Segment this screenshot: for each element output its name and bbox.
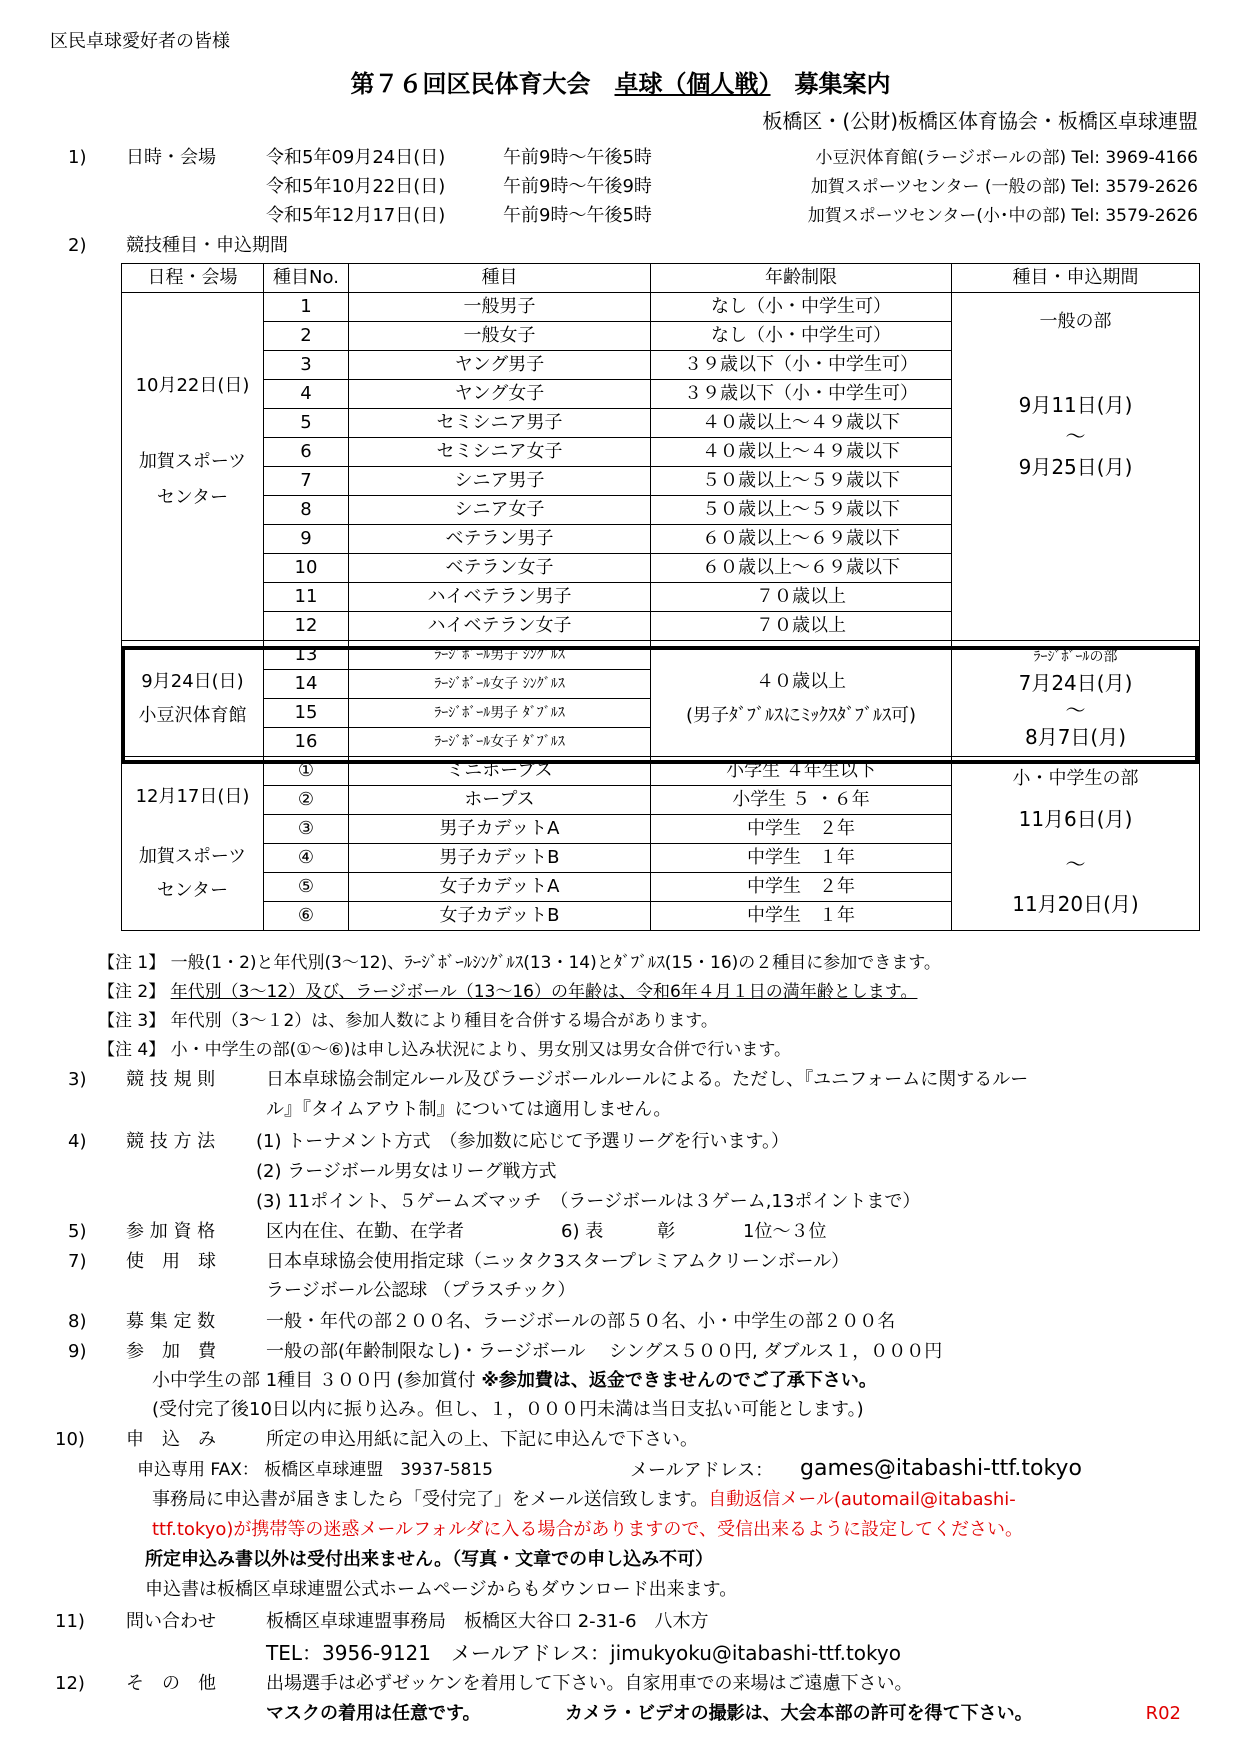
title-part3: 募集案内 <box>770 70 891 98</box>
event-name: 一般女子 <box>349 322 651 351</box>
group3-date: 12月17日(日) <box>135 785 250 807</box>
group1-schedule <box>122 293 264 641</box>
event-age: 小学生 ５ ・６年 <box>651 786 952 815</box>
event-age: ７０歳以上 <box>651 583 952 612</box>
group1-venue2: センター <box>156 486 229 508</box>
event-age: なし（小・中学生可） <box>651 293 952 322</box>
event-no: 15 <box>264 699 349 728</box>
event-no: ③ <box>264 815 349 844</box>
sec1-time-1: 午前9時～午後5時 <box>503 147 652 168</box>
s7-label: 使 用 球 <box>126 1251 216 1272</box>
event-name: 女子カデットA <box>349 873 651 902</box>
sec2-label: 競技種目・申込期間 <box>126 235 288 256</box>
group2-period <box>952 641 1200 757</box>
sec1-venue-2: 加賀スポーツセンター (一般の部) Tel: 3579-2626 <box>810 177 1198 197</box>
event-age: 中学生 ２年 <box>651 873 952 902</box>
event-name: ミニホープス <box>349 757 651 786</box>
note-4: 【注 4】 小・中学生の部(①～⑥)は申し込み状況により、男女別又は男女合併で行います。 <box>98 1040 792 1060</box>
event-no: 2 <box>264 322 349 351</box>
group3-period-tilde: ～ <box>1065 851 1086 876</box>
s10-line1: 所定の申込用紙に記入の上、下記に申込んで下さい。 <box>266 1429 698 1450</box>
s9-line2 <box>152 1369 877 1393</box>
group3-period-end: 11月20日(月) <box>1012 891 1139 916</box>
header-cell: 種目・申込期間 <box>952 264 1200 293</box>
event-no: 10 <box>264 554 349 583</box>
group1-period-end: 9月25日(月) <box>1018 455 1133 479</box>
group3-period <box>952 757 1200 931</box>
group1-period-tilde: ～ <box>1065 424 1086 448</box>
event-no: ④ <box>264 844 349 873</box>
event-name: ベテラン女子 <box>349 554 651 583</box>
s10-fax: 申込専用 FAX： 板橋区卓球連盟 3937-5815 <box>137 1460 493 1480</box>
s9-num: 9) <box>68 1341 87 1362</box>
table-header-row <box>122 264 1200 293</box>
event-name: 一般男子 <box>349 293 651 322</box>
s5-label: 参 加 資 格 <box>126 1221 216 1242</box>
events-table <box>121 263 1199 938</box>
event-name: ヤング男子 <box>349 351 651 380</box>
s11-num: 11) <box>55 1611 85 1632</box>
s8-text: 一般・年代の部２００名、ラージボールの部５０名、小・中学生の部２００名 <box>266 1311 896 1332</box>
s4-label: 競 技 方 法 <box>126 1131 216 1152</box>
event-age: ６０歳以上～６９歳以下 <box>651 554 952 583</box>
s8-label: 募 集 定 数 <box>126 1311 216 1332</box>
group1-venue1: 加賀スポーツ <box>138 450 247 472</box>
event-age: 中学生 １年 <box>651 844 952 873</box>
sec1-label: 日時・会場 <box>126 147 216 168</box>
group2-age1: ４０歳以上 <box>756 670 846 692</box>
group2-period-title: ﾗｰｼﾞﾎﾞｰﾙの部 <box>1033 648 1118 665</box>
group3-period-start: 11月6日(月) <box>1018 806 1133 831</box>
event-no: ⑤ <box>264 873 349 902</box>
s11-line2: TEL：3956-9121 メールアドレス：jimukyoku@itabashi-ttf.tokyo <box>266 1641 901 1665</box>
event-name: ハイベテラン女子 <box>349 612 651 641</box>
s7-num: 7) <box>68 1251 87 1272</box>
event-name: セミシニア男子 <box>349 409 651 438</box>
event-no: 3 <box>264 351 349 380</box>
s9-line2a: 小中学生の部 1種目 ３００円 (参加賞付 <box>152 1370 482 1391</box>
s9-line2b: ※参加費は、返金できませんのでご了承下さい。 <box>481 1370 877 1391</box>
header-cell: 種目No. <box>264 264 349 293</box>
event-no: 5 <box>264 409 349 438</box>
event-name: 女子カデットB <box>349 902 651 931</box>
organizers: 板橋区・(公財)板橋区体育協会・板橋区卓球連盟 <box>762 109 1198 133</box>
group2-period-end: 8月7日(月) <box>1024 724 1127 749</box>
header-cell: 種目 <box>349 264 651 293</box>
s10-line3a: 事務局に申込書が届きましたら「受付完了」をメール送信致します。 <box>152 1489 709 1510</box>
s10-num: 10) <box>55 1429 85 1450</box>
s9-label: 参 加 費 <box>126 1341 216 1362</box>
event-name: シニア男子 <box>349 467 651 496</box>
event-age: 小学生 ４年生以下 <box>651 757 952 786</box>
group1-date: 10月22日(日) <box>135 374 250 396</box>
s12-label: そ の 他 <box>126 1673 216 1694</box>
sec1-venue-1: 小豆沢体育館(ラージボールの部) Tel: 3969-4166 <box>815 148 1198 168</box>
s6-text: 1位～３位 <box>743 1221 827 1242</box>
s4-line1: (1) トーナメント方式 （参加数に応じて予選リーグを行います。） <box>256 1131 790 1152</box>
group3-venue1: 加賀スポーツ <box>138 845 247 867</box>
event-no: ① <box>264 757 349 786</box>
sec1-date-1: 令和5年09月24日(日) <box>266 147 446 168</box>
note-2-prefix: 【注 2】 <box>98 982 166 1002</box>
event-no: 7 <box>264 467 349 496</box>
s9-line3: (受付完了後10日以内に振り込み。但し、１，０００円未満は当日支払い可能とします。) <box>152 1399 864 1420</box>
group2-age2: (男子ﾀﾞﾌﾞﾙｽにﾐｯｸｽﾀﾞﾌﾞﾙｽ可) <box>685 704 917 726</box>
s4-line3: (3) 11ポイント、５ゲームズマッチ （ラージボールは３ゲーム,13ポイントまで） <box>256 1191 921 1212</box>
note-2-text: 年代別（3～12）及び、ラージボール（13～16）の年齢は、令和6年４月１日の満年齢とします。 <box>170 982 918 1002</box>
event-name: ヤング女子 <box>349 380 651 409</box>
event-age: ７０歳以上 <box>651 612 952 641</box>
group3-schedule <box>122 757 264 931</box>
group2-period-start: 7月24日(月) <box>1018 670 1133 695</box>
event-age: ３９歳以下（小・中学生可） <box>651 351 952 380</box>
s9-line1: 一般の部(年齢制限なし)・ラージボール シングス５００円, ダブルス１，０００円 <box>266 1341 943 1362</box>
page-title <box>0 64 1241 99</box>
s3-num: 3) <box>68 1069 87 1090</box>
audience-text: 区民卓球愛好者の皆様 <box>50 31 230 52</box>
s11-line1: 板橋区卓球連盟事務局 板橋区大谷口 2-31-6 八木方 <box>266 1611 709 1632</box>
s10-line3b: 自動返信メール(automail@itabashi- <box>708 1489 1016 1510</box>
event-name: ﾗｰｼﾞﾎﾞｰﾙ男子 ｼﾝｸﾞﾙｽ <box>349 641 651 670</box>
group2-venue: 小豆沢体育館 <box>138 704 247 726</box>
sec1-time-3: 午前9時～午後5時 <box>503 205 652 226</box>
event-age: 中学生 ２年 <box>651 815 952 844</box>
s12-line1: 出場選手は必ずゼッケンを着用して下さい。自家用車での来場はご遠慮下さい。 <box>266 1673 913 1694</box>
s3-label: 競 技 規 則 <box>126 1069 216 1090</box>
note-2 <box>98 981 917 1003</box>
event-name: ﾗｰｼﾞﾎﾞｰﾙ女子 ｼﾝｸﾞﾙｽ <box>349 670 651 699</box>
group2-schedule <box>122 641 264 757</box>
event-no: ② <box>264 786 349 815</box>
event-name: ベテラン男子 <box>349 525 651 554</box>
event-age: ４０歳以上～４９歳以下 <box>651 409 952 438</box>
s12-num: 12) <box>55 1673 85 1694</box>
group2-age <box>651 641 952 757</box>
event-no: 6 <box>264 438 349 467</box>
group2-period-tilde: ～ <box>1065 697 1086 722</box>
event-name: シニア女子 <box>349 496 651 525</box>
s4-num: 4) <box>68 1131 87 1152</box>
s12-line2b: カメラ・ビデオの撮影は、大会本部の許可を得て下さい。 <box>565 1703 1033 1724</box>
s10-line6: 申込書は板橋区卓球連盟公式ホームページからもダウンロード出来ます。 <box>145 1579 738 1600</box>
s12-line2a: マスクの着用は任意です。 <box>266 1703 481 1724</box>
s8-num: 8) <box>68 1311 87 1332</box>
event-name: セミシニア女子 <box>349 438 651 467</box>
group1-period-title: 一般の部 <box>1039 311 1112 332</box>
table-row <box>122 641 1200 670</box>
event-no: 16 <box>264 728 349 757</box>
event-age: ６０歳以上～６９歳以下 <box>651 525 952 554</box>
event-name: ハイベテラン男子 <box>349 583 651 612</box>
s3-line2: ル』『タイムアウト制』については適用しません。 <box>266 1099 672 1120</box>
note-1: 【注 1】 一般(1・2)と年代別(3～12)、ﾗｰｼﾞﾎﾞｰﾙｼﾝｸﾞﾙｽ(13・14)とﾀﾞﾌﾞﾙｽ(15・16)の２種目に参加できます。 <box>98 953 941 973</box>
event-name: ﾗｰｼﾞﾎﾞｰﾙ男子 ﾀﾞﾌﾞﾙｽ <box>349 699 651 728</box>
group3-venue2: センター <box>156 879 229 901</box>
event-name: 男子カデットA <box>349 815 651 844</box>
event-name: ﾗｰｼﾞﾎﾞｰﾙ女子 ﾀﾞﾌﾞﾙｽ <box>349 728 651 757</box>
s5-num: 5) <box>68 1221 87 1242</box>
table-row <box>122 757 1200 786</box>
event-name: ホープス <box>349 786 651 815</box>
s10-mail-label: メールアドレス： <box>630 1460 774 1481</box>
event-name: 男子カデットB <box>349 844 651 873</box>
event-no: 9 <box>264 525 349 554</box>
event-age: ５０歳以上～５９歳以下 <box>651 496 952 525</box>
sec1-date-2: 令和5年10月22日(日) <box>266 176 446 197</box>
s10-line4: ttf.tokyo)が携帯等の迷惑メールフォルダに入る場合がありますので、受信出来るように設定してください。 <box>152 1519 1024 1540</box>
title-part2: 卓球（個人戦） <box>614 70 771 98</box>
sec1-venue-3: 加賀スポーツセンター(小･中の部) Tel: 3579-2626 <box>807 206 1198 226</box>
event-no: 13 <box>264 641 349 670</box>
header-cell: 年齢制限 <box>651 264 952 293</box>
s10-label: 申 込 み <box>126 1429 216 1450</box>
s7-line1: 日本卓球協会使用指定球（ニッタク3スタープレミアムクリーンボール） <box>266 1251 850 1272</box>
event-age: なし（小・中学生可） <box>651 322 952 351</box>
s7-line2: ラージボール公認球 （プラスチック） <box>266 1280 576 1301</box>
s4-line2: (2) ラージボール男女はリーグ戦方式 <box>256 1161 557 1182</box>
title-part1: 第７６回区民体育大会 <box>350 70 615 98</box>
event-no: 1 <box>264 293 349 322</box>
event-no: 4 <box>264 380 349 409</box>
group2-date: 9月24日(日) <box>141 670 244 692</box>
event-no: 8 <box>264 496 349 525</box>
event-no: 14 <box>264 670 349 699</box>
group3-period-title: 小・中学生の部 <box>1012 767 1139 789</box>
sec1-date-3: 令和5年12月17日(日) <box>266 205 446 226</box>
event-no: 12 <box>264 612 349 641</box>
s10-line3 <box>152 1488 1016 1512</box>
event-no: 11 <box>264 583 349 612</box>
header-cell: 日程・会場 <box>122 264 264 293</box>
s10-mail[interactable]: games@itabashi-ttf.tokyo <box>800 1456 1082 1481</box>
event-age: ５０歳以上～５９歳以下 <box>651 467 952 496</box>
doc-code: R02 <box>1145 1703 1181 1724</box>
s6-label: 6) 表 彰 <box>561 1221 676 1242</box>
group1-period <box>952 293 1200 641</box>
s5-text: 区内在住、在勤、在学者 <box>266 1221 464 1242</box>
event-no: ⑥ <box>264 902 349 931</box>
event-age: ４０歳以上～４９歳以下 <box>651 438 952 467</box>
event-age: ３９歳以下（小・中学生可） <box>651 380 952 409</box>
table-row <box>122 293 1200 322</box>
event-age: 中学生 １年 <box>651 902 952 931</box>
s3-line1: 日本卓球協会制定ルール及びラージボールルールによる。ただし、『ユニフォームに関するルー <box>266 1069 1029 1090</box>
note-3: 【注 3】 年代別（3～１2）は、参加人数により種目を合併する場合があります。 <box>98 1011 718 1031</box>
sec2-num: 2) <box>68 235 87 256</box>
s11-label: 問い合わせ <box>126 1611 216 1632</box>
s10-line5: 所定申込み書以外は受付出来ません。（写真・文章での申し込み不可） <box>145 1549 714 1570</box>
sec1-num: 1) <box>68 147 87 168</box>
group1-period-start: 9月11日(月) <box>1018 393 1133 417</box>
sec1-time-2: 午前9時～午後9時 <box>503 176 652 197</box>
